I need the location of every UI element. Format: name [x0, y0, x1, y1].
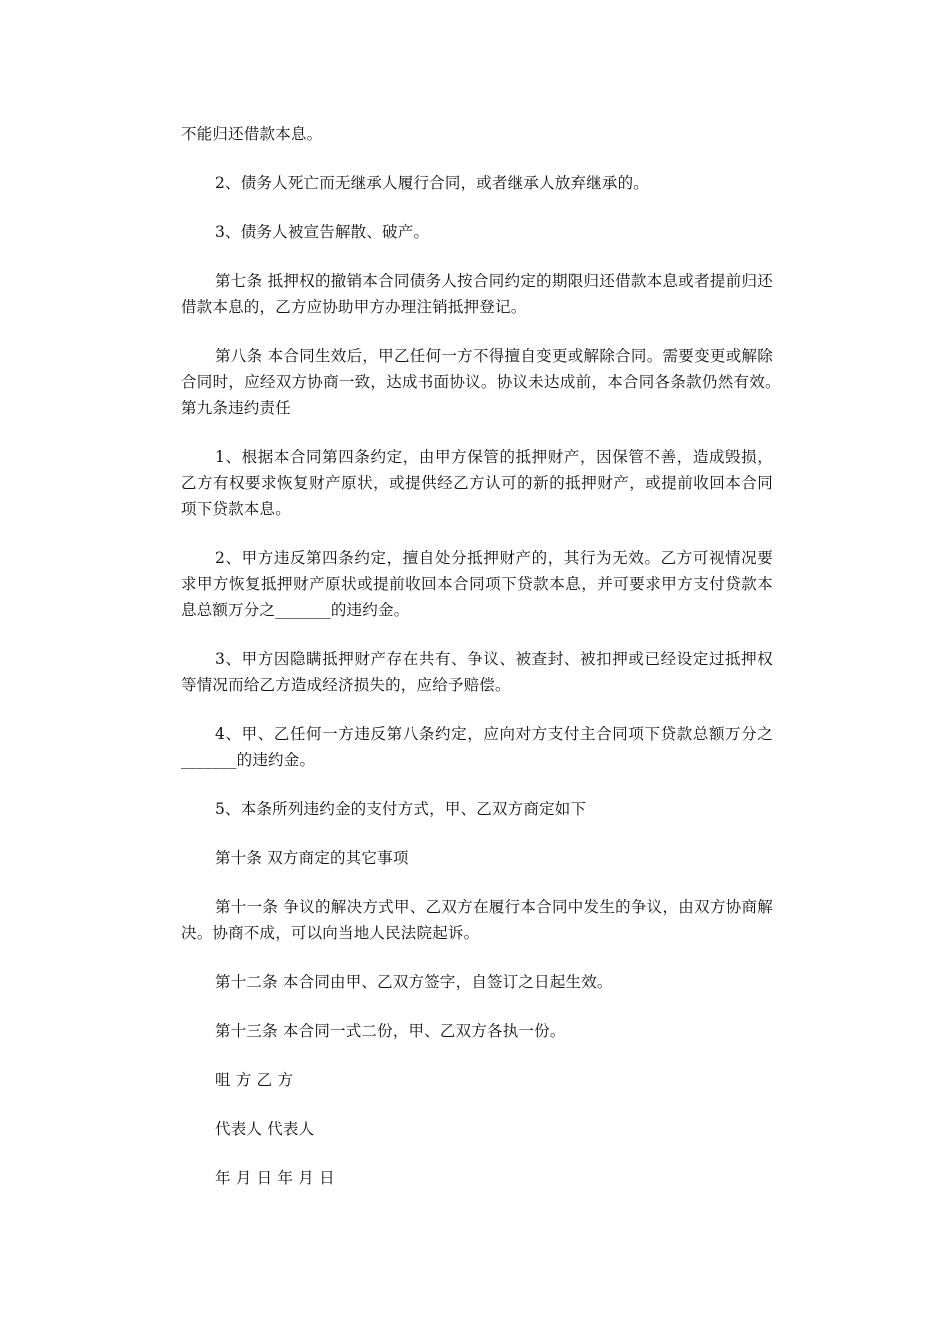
paragraph-article-13: 第十三条 本合同一式二份，甲、乙双方各执一份。 [215, 1022, 566, 1040]
paragraph-article-12: 第十二条 本合同由甲、乙双方签字，自签订之日起生效。 [215, 973, 613, 991]
paragraph-liability-1: 1、根据本合同第四条约定，由甲方保管的抵押财产，因保管不善，造成毁损，乙方有权要求恢复财产原状，或提供经乙方认可的新的抵押财产，或提前收回本合同项下贷款本息。 [181, 448, 773, 518]
paragraph-article-10: 第十条 双方商定的其它事项 [215, 849, 409, 867]
paragraph-article-11: 第十一条 争议的解决方式甲、乙双方在履行本合同中发生的争议，由双方协商解决。协商不成，可以向当地人民法院起诉。 [181, 898, 773, 942]
paragraph-liability-5: 5、本条所列违约金的支付方式，甲、乙双方商定如下 [215, 800, 587, 818]
paragraph-clause-2: 2、债务人死亡而无继承人履行合同，或者继承人放弃继承的。 [215, 174, 649, 192]
paragraph-liability-2: 2、甲方违反第四条约定，擅自处分抵押财产的，其行为无效。乙方可视情况要求甲方恢复抵押财产原状或提前收回本合同项下贷款本息，并可要求甲方支付贷款本息总额万分之_______的违约金。 [181, 549, 773, 619]
paragraph-liability-4: 4、甲、乙任何一方违反第八条约定，应向对方支付主合同项下贷款总额万分之_______的违约金。 [181, 725, 773, 769]
signature-representatives: 代表人 代表人 [215, 1120, 315, 1138]
document-body [181, 121, 789, 1214]
paragraph-article-7: 第七条 抵押权的撤销本合同债务人按合同约定的期限归还借款本息或者提前归还借款本息的，乙方应协助甲方办理注销抵押登记。 [181, 272, 773, 316]
paragraph-continuation: 不能归还借款本息。 [181, 125, 323, 143]
paragraph-liability-3: 3、甲方因隐瞒抵押财产存在共有、争议、被查封、被扣押或已经设定过抵押权等情况而给乙方造成经济损失的，应给予赔偿。 [181, 650, 773, 694]
paragraph-article-8: 第八条 本合同生效后，甲乙任何一方不得擅自变更或解除合同。需要变更或解除合同时，应经双方协商一致，达成书面协议。协议未达成前，本合同各条款仍然有效。 第九条违约责任 [181, 347, 789, 417]
signature-dates: 年 月 日 年 月 日 [215, 1169, 335, 1187]
paragraph-clause-3: 3、债务人被宣告解散、破产。 [215, 223, 430, 241]
signature-parties: 咀 方 乙 方 [215, 1071, 294, 1089]
